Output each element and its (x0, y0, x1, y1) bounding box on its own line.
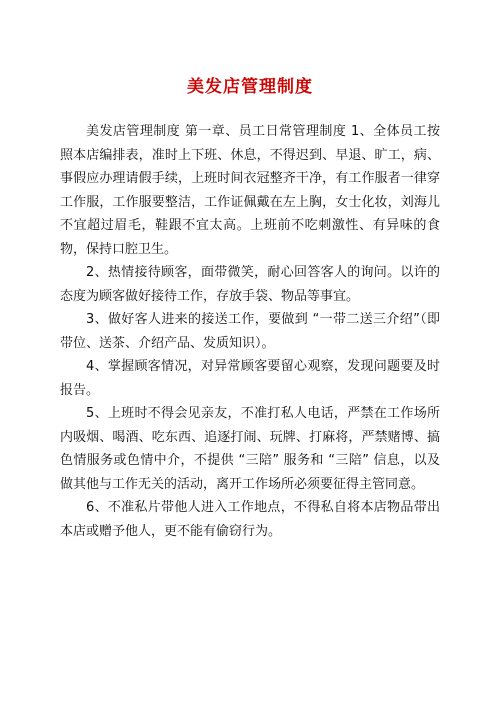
document-title: 美发店管理制度 (187, 77, 313, 97)
paragraph-1: 美发店管理制度 第一章、员工日常管理制度 1、全体员工按照本店编排表，准时上下班、休息，不得迟到、早退、旷工，病、事假应办理请假手续，上班时间衣冠整齐干净，有工作服者一律穿工作服，工作服要整洁，工作证佩戴在左上胸，女士化妆，刘海儿不宜超过眉毛，鞋跟不宜太高。上班前不吃刺激性、有异味的食物，保持口腔卫生。 (60, 124, 440, 257)
paragraph-3: 3、做好客人进来的接送工作，要做到 “一带二送三介绍”（即带位、送茶、介绍产品、发质知识）。 (60, 312, 440, 351)
paragraph-5: 5、上班时不得会见亲友，不准打私人电话，严禁在工作场所内吸烟、喝酒、吃东西、追逐打闹、玩牌、打麻将，严禁赌博、搞色情服务或色情中介，不提供 “三陪” 服务和 “三陪” 信息，以及做其他与工作无关的活动，离开工作场所必须要征得主管同意。 (60, 406, 440, 492)
document-body (60, 120, 440, 543)
paragraph-2: 2、热情接待顾客，面带微笑，耐心回答客人的询问。以许的态度为顾客做好接待工作，存放手袋、物品等事宜。 (60, 265, 440, 304)
paragraph-4: 4、掌握顾客情况，对异常顾客要留心观察，发现问题要及时报告。 (60, 359, 440, 398)
paragraph-6: 6、不准私片带他人进入工作地点，不得私自将本店物品带出本店或赠予他人，更不能有偷窃行为。 (60, 500, 440, 539)
